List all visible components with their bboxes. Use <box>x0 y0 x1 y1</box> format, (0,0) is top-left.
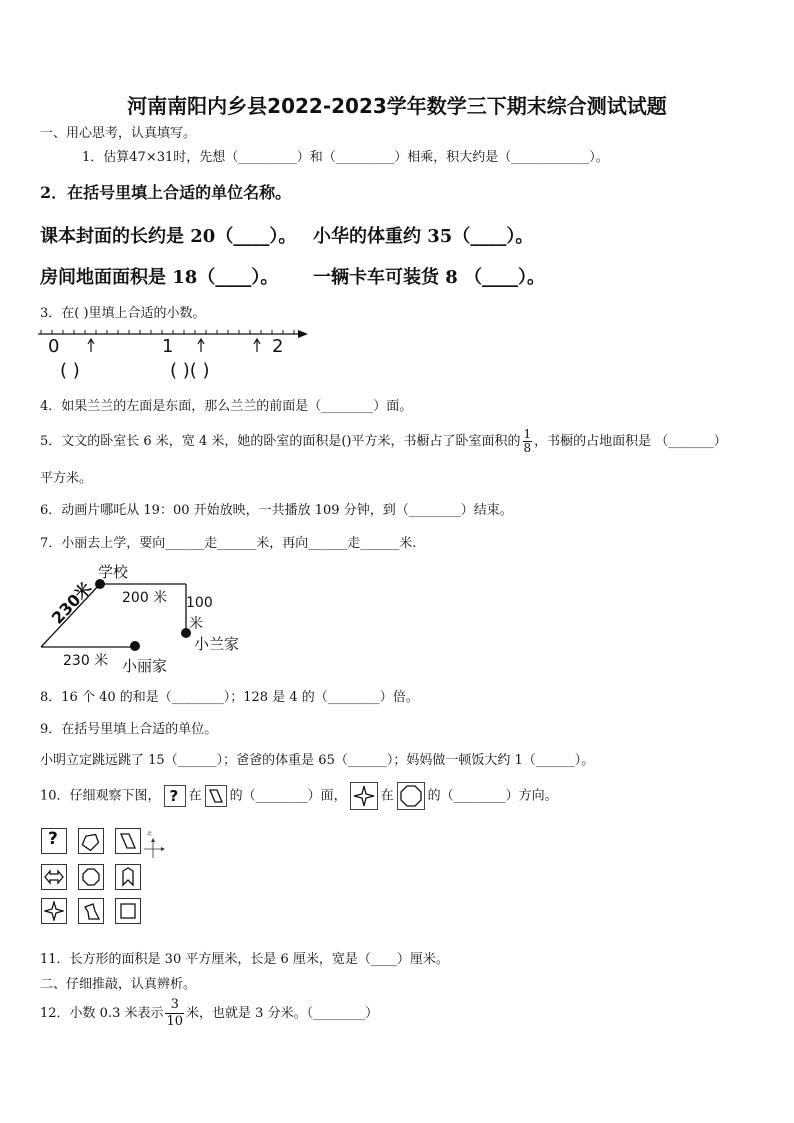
star-icon <box>350 782 378 810</box>
question-12 <box>40 997 378 1030</box>
question-11: 11．长方形的面积是 30 平方厘米，长是 6 厘米，宽是（____）厘米。 <box>40 952 449 967</box>
section-2-heading: 二、仔细推敲，认真辨析。 <box>40 977 197 992</box>
question-mark-glyph: ? <box>169 787 179 805</box>
question-2-line2-b: 一辆卡车可装货 8 （____）。 <box>313 267 546 288</box>
fraction-denominator: 8 <box>523 441 532 455</box>
question-10-text-a: 10．仔细观察下图， <box>40 788 161 804</box>
section-1-heading: 一、用心思考，认真填写。 <box>40 126 197 141</box>
arrow-marks <box>88 339 260 352</box>
question-2-line1-a: 课本封面的长约是 20（____）。 <box>40 226 297 247</box>
question-7: 7．小丽去上学，要向______走______米，再向______走______米. <box>40 536 417 551</box>
parallelogram-icon <box>205 785 227 807</box>
numberline-blank-2: ( )( ) <box>170 360 210 381</box>
map-label-school: 学校 <box>98 563 129 581</box>
question-3: 3．在( )里填上合适的小数。 <box>40 306 206 321</box>
numberline-label-1: 1 <box>162 336 174 357</box>
question-10 <box>40 782 558 810</box>
question-12-text: 12．小数 0.3 米表示 <box>40 1006 164 1021</box>
compass-icon <box>143 834 173 862</box>
map-label-xiaolan-home: 小兰家 <box>194 635 240 653</box>
question-10-text-e: 的（________）方向。 <box>427 788 558 804</box>
grid-double-arrow-icon <box>41 864 67 890</box>
numberline-label-0: 0 <box>48 336 60 357</box>
question-5 <box>40 428 727 455</box>
question-2-line2-a: 房间地面面积是 18（____）。 <box>40 267 279 288</box>
question-5-text-after: ，书橱的占地面积是 （_______） <box>534 434 727 449</box>
fraction-numerator: 3 <box>165 997 184 1014</box>
numberline-blank-1: ( ) <box>60 360 80 381</box>
page-title: 河南南阳内乡县2022-2023学年数学三下期末综合测试试题 <box>127 94 667 118</box>
question-2: 2．在括号里填上合适的单位名称。 <box>40 183 292 202</box>
grid-octagon-icon <box>78 864 104 890</box>
grid-irregular-shape-icon <box>78 898 104 924</box>
grid-pentagon-icon <box>78 828 104 854</box>
question-4: 4．如果兰兰的左面是东面，那么兰兰的前面是（________）面。 <box>40 399 413 414</box>
map-label-xiaoli-home: 小丽家 <box>122 657 168 675</box>
question-6: 6．动画片哪吒从 19：00 开始放映，一共播放 109 分钟，到（________）结束。 <box>40 503 513 518</box>
question-5-text: 5．文文的卧室长 6 米，宽 4 米，她的卧室的面积是()平方米，书橱占了卧室面积的 <box>40 434 521 449</box>
grid-square-icon <box>115 898 141 924</box>
grid-parallelogram-icon <box>115 828 141 854</box>
compass-north-label: 北 <box>147 831 153 837</box>
grid-star-icon <box>41 898 67 924</box>
question-5-fraction <box>523 428 533 455</box>
question-10-text-d: 在 <box>380 788 394 804</box>
map-label-right-distance: 100 <box>186 595 213 611</box>
question-10-text-c: 的（________）面， <box>229 788 347 804</box>
map-label-diagonal-distance: 230米 <box>47 578 96 628</box>
question-8: 8．16 个 40 的和是（________）；128 是 4 的（________）倍。 <box>40 690 419 705</box>
question-mark-icon <box>164 785 186 807</box>
map-label-right-unit: 米 <box>189 616 203 632</box>
question-12-text-after: 米，也就是 3 分米。（________） <box>186 1006 379 1021</box>
fraction-numerator: 1 <box>523 427 532 441</box>
map-label-bottom-distance: 230 米 <box>63 653 109 669</box>
grid-question-mark-glyph: ? <box>48 829 58 849</box>
octagon-icon <box>397 782 425 810</box>
fraction-denominator: 10 <box>166 1014 184 1029</box>
map-label-top-distance: 200 米 <box>122 590 168 606</box>
grid-bookmark-icon <box>115 864 141 890</box>
numberline-label-2: 2 <box>272 336 284 357</box>
question-12-fraction <box>165 997 184 1030</box>
question-10-text-b: 在 <box>188 788 202 804</box>
xiaoli-point <box>130 641 140 651</box>
question-9: 9．在括号里填上合适的单位。 <box>40 722 218 737</box>
question-1: 1．估算47×31时，先想（_________）和（_________）相乘，积大约是（____________）。 <box>82 150 609 165</box>
question-2-line1-b: 小华的体重约 35（____）。 <box>313 226 534 247</box>
question-5-line2: 平方米。 <box>40 471 93 486</box>
grid-question-mark-icon <box>41 828 67 854</box>
question-9-line: 小明立定跳远跳了 15（______）；爸爸的体重是 65（______）；妈妈做一顿饭大约 1（______）。 <box>40 753 595 768</box>
